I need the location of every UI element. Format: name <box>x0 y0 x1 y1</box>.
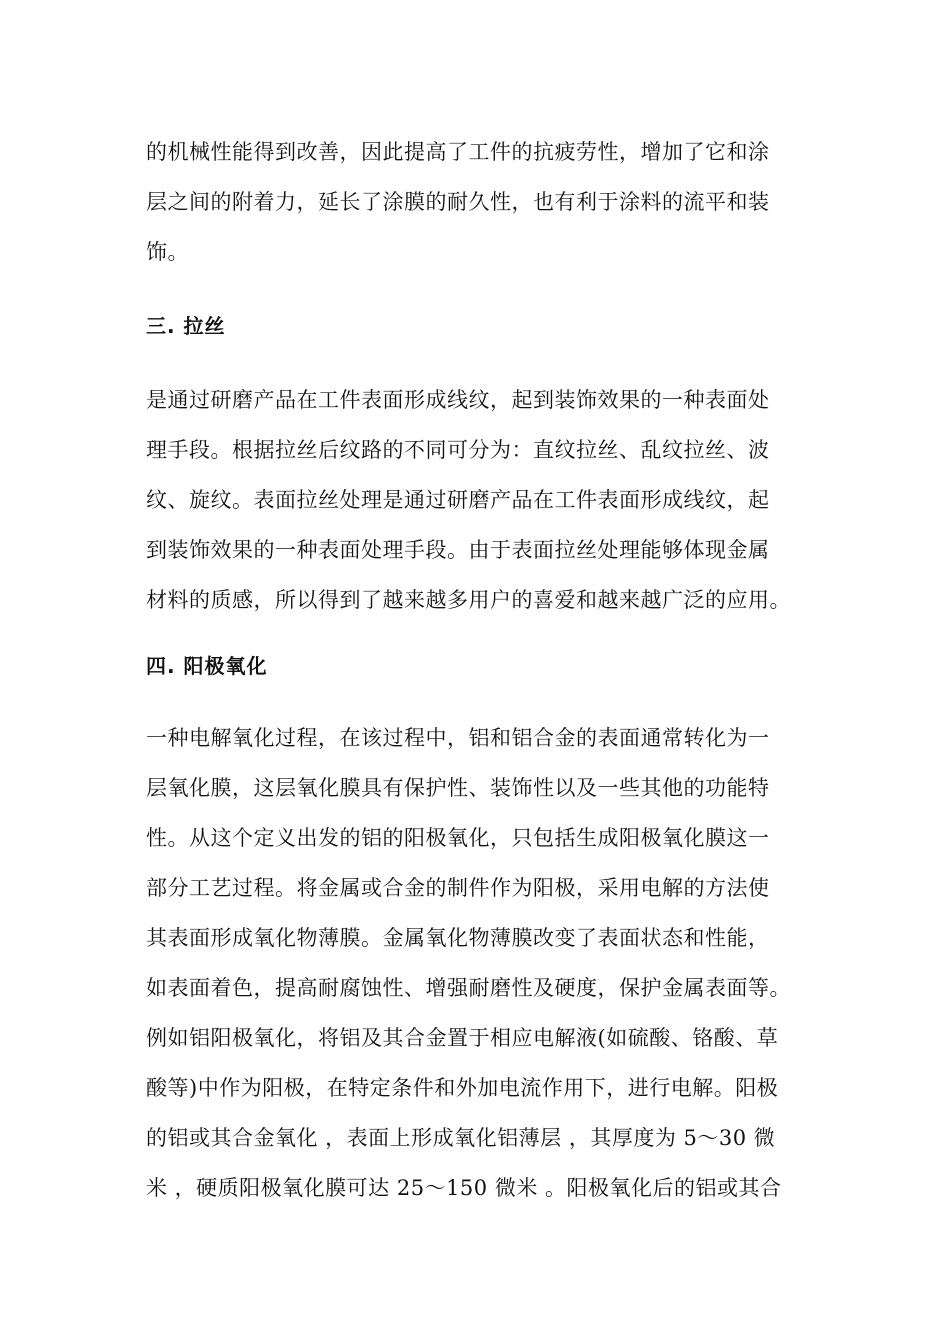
paragraph-line: 例如铝阳极氧化，将铝及其合金置于相应电解液(如硫酸、铬酸、草 <box>146 1026 779 1050</box>
paragraph-line: 材料的质感，所以得到了越来越多用户的喜爱和越来越广泛的应用。 <box>146 588 791 612</box>
paragraph-line: 层之间的附着力，延长了涂膜的耐久性，也有利于涂料的流平和装 <box>146 190 770 214</box>
paragraph-line: 米 ，硬质阳极氧化膜可达 25～150 微米 。阳极氧化后的铝或其合 <box>146 1176 782 1200</box>
paragraph-line: 到装饰效果的一种表面处理手段。由于表面拉丝处理能够体现金属 <box>146 538 770 562</box>
paragraph-line: 如表面着色，提高耐腐蚀性、增强耐磨性及硬度，保护金属表面等。 <box>146 976 791 1000</box>
section-heading-brushing: 三. 拉丝 <box>146 314 226 338</box>
paragraph-line: 一种电解氧化过程，在该过程中，铝和铝合金的表面通常转化为一 <box>146 726 770 750</box>
paragraph-line: 酸等)中作为阳极，在特定条件和外加电流作用下，进行电解。阳极 <box>146 1076 779 1100</box>
paragraph-line: 部分工艺过程。将金属或合金的制件作为阳极，采用电解的方法使 <box>146 876 770 900</box>
paragraph-line: 饰。 <box>146 240 189 264</box>
paragraph-line: 是通过研磨产品在工件表面形成线纹，起到装饰效果的一种表面处 <box>146 388 770 412</box>
paragraph-line: 理手段。根据拉丝后纹路的不同可分为：直纹拉丝、乱纹拉丝、波 <box>146 438 770 462</box>
section-heading-anodizing: 四. 阳极氧化 <box>146 654 268 678</box>
paragraph-line: 的机械性能得到改善，因此提高了工件的抗疲劳性，增加了它和涂 <box>146 140 770 164</box>
paragraph-line: 其表面形成氧化物薄膜。金属氧化物薄膜改变了表面状态和性能， <box>146 926 770 950</box>
paragraph-line: 纹、旋纹。表面拉丝处理是通过研磨产品在工件表面形成线纹，起 <box>146 488 770 512</box>
paragraph-line: 层氧化膜，这层氧化膜具有保护性、装饰性以及一些其他的功能特 <box>146 776 770 800</box>
paragraph-line: 的铝或其合金氧化 ，表面上形成氧化铝薄层 ，其厚度为 5～30 微 <box>146 1126 776 1150</box>
paragraph-line: 性。从这个定义出发的铝的阳极氧化，只包括生成阳极氧化膜这一 <box>146 826 770 850</box>
